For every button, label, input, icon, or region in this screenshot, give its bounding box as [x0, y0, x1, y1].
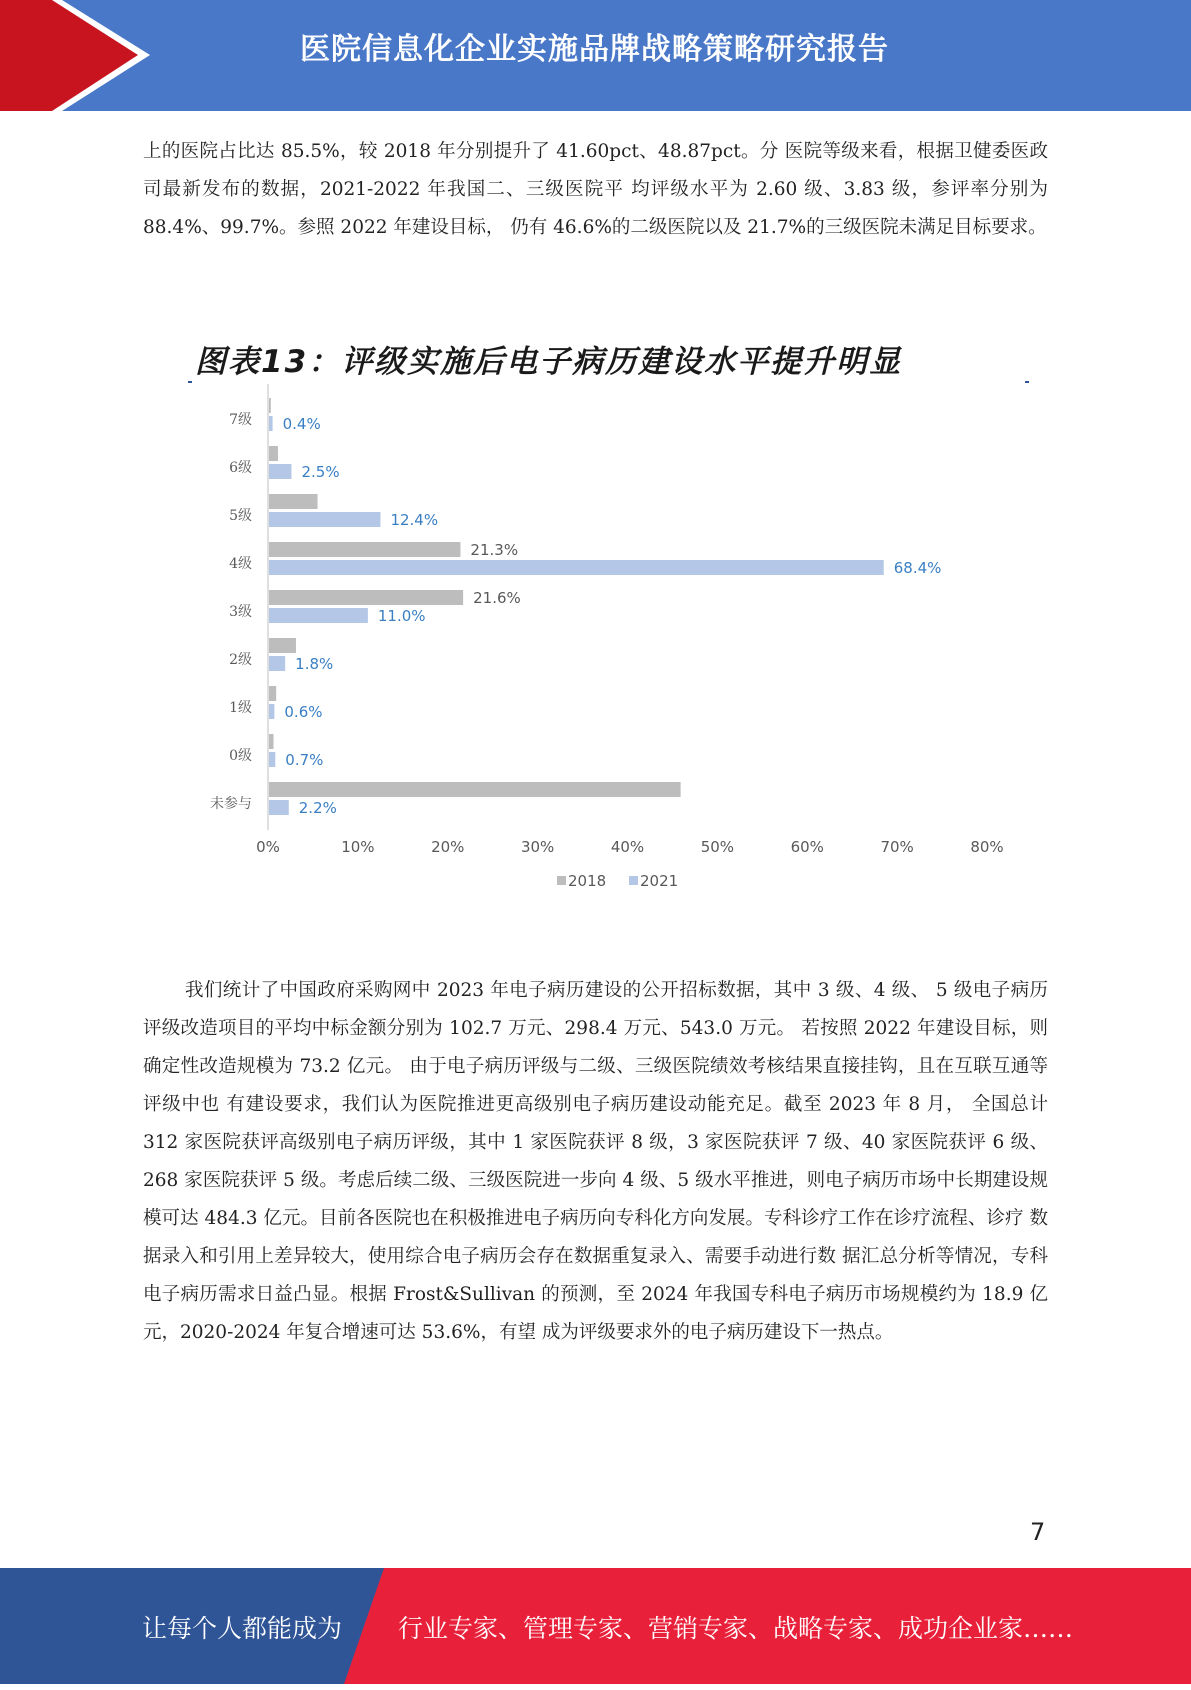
data-label-2021: 0.7% [285, 751, 324, 769]
x-tick-label: 30% [520, 838, 555, 856]
category-label: 6级 [229, 460, 252, 476]
x-tick-label: 10% [341, 838, 375, 856]
bar-2021 [269, 464, 291, 479]
header-chevron-decoration [0, 0, 160, 111]
category-label: 7级 [229, 412, 252, 428]
bar-2021 [269, 656, 285, 671]
legend-label-2018: 2018 [568, 872, 607, 890]
legend-swatch-2021 [629, 876, 638, 885]
bar-2021 [269, 608, 368, 623]
category-label: 0级 [229, 748, 252, 764]
data-label-2021: 2.2% [298, 799, 337, 817]
bar-2021 [269, 704, 274, 719]
bar-2021 [269, 752, 275, 767]
data-label-2021: 2.5% [301, 463, 340, 481]
data-label-2018: 21.3% [470, 541, 519, 559]
x-tick-label: 70% [880, 838, 914, 856]
category-label: 4级 [229, 556, 252, 572]
body-paragraph-1: 上的医院占比达 85.5%，较 2018 年分别提升了 41.60pct、48.87pct。分 医院等级来看，根据卫健委医政司最新发布的数据，2021-2022 年我国二、三级医院平 均评级水平为 2.60 级、3.83 级，参评率分别为 88.4%、99.7%。参照 2022 年建设目标， 仍有 46.6%的二级医院以及 21.7%的三级医院未满足目标要求。 [143, 141, 1048, 238]
x-tick-label: 60% [790, 838, 824, 856]
data-label-2021: 68.4% [893, 559, 942, 577]
bar-2018 [269, 446, 278, 461]
report-footer [0, 1568, 1191, 1684]
category-label: 未参与 [210, 796, 252, 812]
bar-2018 [269, 734, 273, 749]
x-tick-label: 0% [256, 838, 280, 856]
data-label-2021: 12.4% [390, 511, 439, 529]
x-tick-label: 20% [431, 838, 465, 856]
category-label: 5级 [229, 508, 252, 524]
bar-2018 [269, 542, 460, 557]
category-label: 1级 [229, 700, 252, 716]
footer-slogan-left: 让每个人都能成为 [142, 1614, 343, 1643]
bar-2021 [269, 512, 380, 527]
bar-2021 [269, 416, 273, 431]
bar-2018 [269, 686, 276, 701]
data-label-2021: 11.0% [377, 607, 426, 625]
chart-title: 图表13：评级实施后电子病历建设水平提升明显 [195, 344, 903, 380]
body-paragraph-2: 我们统计了中国政府采购网中 2023 年电子病历建设的公开招标数据，其中 3 级、4 级、 5 级电子病历评级改造项目的平均中标金额分别为 102.7 万元、298.4 万元、543.0 万元。 若按照 2022 年建设目标，则确定性改造规模为 73.2 亿元。 由于电子病历评级与二级、三级医院绩效考核结果直接挂钩，且在互联互通等评级中也 有建设要求，我们认为医院推进更高级别电子病历建设动能充足。截至 2023 年 8 月， 全国总计 312 家医院获评高级别电子病历评级，其中 1 家医院获评 8 级，3 家医院获评 7 级、40 家医院获评 6 级、268 家医院获评 5 级。考虑后续二级、三级医院进一步向 4 级、5 级水平推进，则电子病历市场中长期建设规模可达 484.3 亿元。目前各医院也在积极推进电子病历向专科化方向发展。专科诊疗工作在诊疗流程、诊疗 数据录入和引用上差异较大，使用综合电子病历会存在数据重复录入、需要手动进行数 据汇总分析等情况，专科电子病历需求日益凸显。根据 Frost&Sullivan 的预测，至 2024 年我国专科电子病历市场规模约为 18.9 亿元，2020-2024 年复合增速可达 53.6%，有望 成为评级要求外的电子病历建设下一热点。 [143, 980, 1048, 1343]
x-tick-label: 40% [610, 838, 645, 856]
legend-label-2021: 2021 [640, 872, 679, 890]
report-title: 医院信息化企业实施品牌战略策略研究报告 [300, 32, 889, 67]
data-label-2021: 1.8% [295, 655, 334, 673]
bar-chart [0, 370, 1191, 910]
data-label-2021: 0.6% [284, 703, 323, 721]
data-label-2021: 0.4% [282, 415, 321, 433]
bar-2018 [269, 398, 271, 413]
bar-2018 [269, 782, 681, 797]
x-tick-label: 80% [970, 838, 1004, 856]
bar-2018 [269, 638, 296, 653]
x-tick-label: 50% [700, 838, 735, 856]
bar-2018 [269, 494, 318, 509]
legend-swatch-2018 [557, 876, 566, 885]
category-label: 2级 [229, 652, 252, 668]
footer-slogan-right: 行业专家、管理专家、营销专家、战略专家、成功企业家…… [398, 1614, 1074, 1643]
bar-2021 [269, 560, 884, 575]
page-number: 7 [1030, 1518, 1046, 1546]
bar-2018 [269, 590, 463, 605]
bar-2021 [269, 800, 289, 815]
category-label: 3级 [229, 604, 252, 620]
report-header [0, 0, 1191, 111]
data-label-2018: 21.6% [473, 589, 521, 607]
